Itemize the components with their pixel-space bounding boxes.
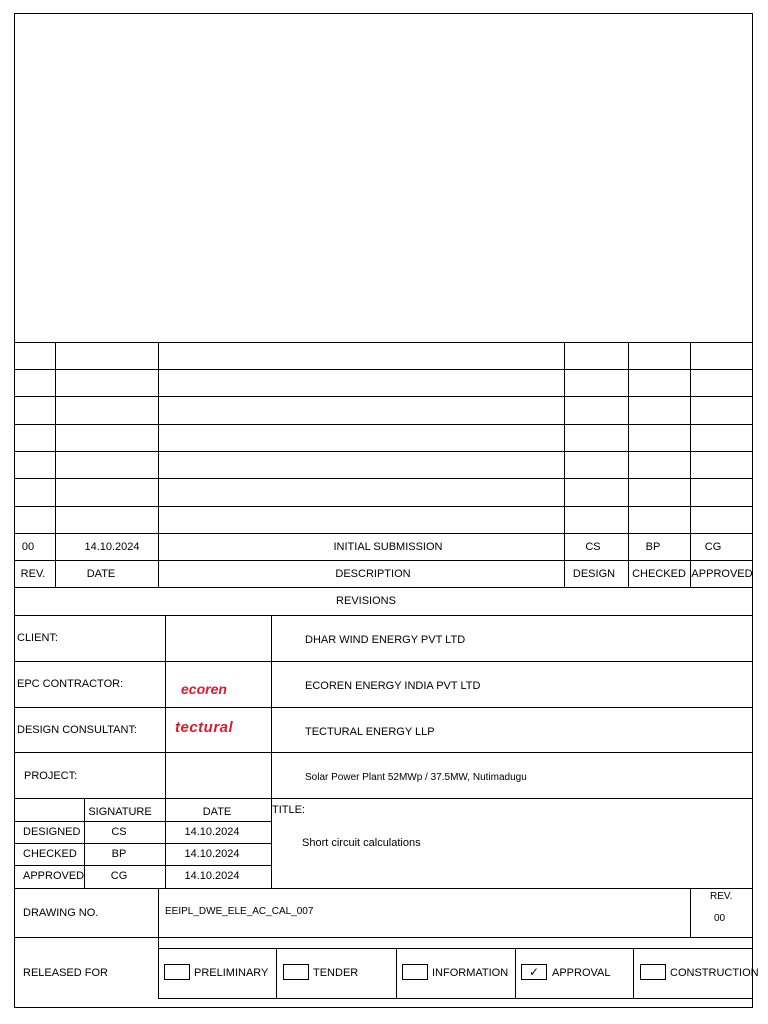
revision-description: INITIAL SUBMISSION <box>333 541 443 553</box>
information-checkbox[interactable] <box>402 964 428 980</box>
approved-signature: CG <box>110 870 128 882</box>
released-for-label: RELEASED FOR <box>23 967 108 979</box>
ecoren-logo: ecoren <box>181 681 227 697</box>
header-approved: APPROVED <box>691 568 753 580</box>
approval-checkbox[interactable] <box>521 964 547 980</box>
drawing-no-value: EEIPL_DWE_ELE_AC_CAL_007 <box>165 906 314 917</box>
construction-label: CONSTRUCTION <box>670 967 759 979</box>
designed-signature: CS <box>111 826 127 838</box>
date-header: DATE <box>202 806 232 818</box>
checked-date: 14.10.2024 <box>184 848 240 860</box>
project-name: Solar Power Plant 52MWp / 37.5MW, Nutimadugu <box>305 772 527 783</box>
header-date: DATE <box>86 568 116 580</box>
approved-date: 14.10.2024 <box>184 870 240 882</box>
rev-label: REV. <box>710 891 733 902</box>
information-label: INFORMATION <box>432 967 509 979</box>
revision-design: CS <box>585 541 601 553</box>
header-rev: REV. <box>20 568 46 580</box>
signature-header: SIGNATURE <box>88 806 152 818</box>
checked-signature: BP <box>111 848 127 860</box>
header-description: DESCRIPTION <box>335 568 411 580</box>
header-design: DESIGN <box>572 568 616 580</box>
epc-name: ECOREN ENERGY INDIA PVT LTD <box>305 680 481 692</box>
client-label: CLIENT: <box>17 632 58 644</box>
revision-approved: CG <box>704 541 722 553</box>
tender-checkbox[interactable] <box>283 964 309 980</box>
approved-label: APPROVED <box>23 870 85 882</box>
preliminary-label: PRELIMINARY <box>194 967 269 979</box>
tectural-logo: tectural <box>175 719 234 736</box>
epc-label: EPC CONTRACTOR: <box>17 678 124 690</box>
construction-checkbox[interactable] <box>640 964 666 980</box>
approval-label: APPROVAL <box>552 967 611 979</box>
client-name: DHAR WIND ENERGY PVT LTD <box>305 634 466 646</box>
revision-number: 00 <box>21 541 35 553</box>
designed-date: 14.10.2024 <box>184 826 240 838</box>
designed-label: DESIGNED <box>23 826 81 838</box>
check-mark-icon: ✓ <box>528 965 540 979</box>
project-label: PROJECT: <box>24 770 78 782</box>
revision-checked: BP <box>645 541 661 553</box>
title-label: TITLE: <box>272 804 306 816</box>
drawing-no-label: DRAWING NO. <box>23 907 99 919</box>
revision-date: 14.10.2024 <box>84 541 140 553</box>
consultant-label: DESIGN CONSULTANT: <box>17 724 137 736</box>
checked-label: CHECKED <box>23 848 77 860</box>
header-checked: CHECKED <box>632 568 686 580</box>
revisions-title: REVISIONS <box>336 595 396 607</box>
rev-value: 00 <box>714 913 726 924</box>
tender-label: TENDER <box>313 967 359 979</box>
title-value: Short circuit calculations <box>302 837 421 849</box>
consultant-name: TECTURAL ENERGY LLP <box>305 726 435 738</box>
preliminary-checkbox[interactable] <box>164 964 190 980</box>
